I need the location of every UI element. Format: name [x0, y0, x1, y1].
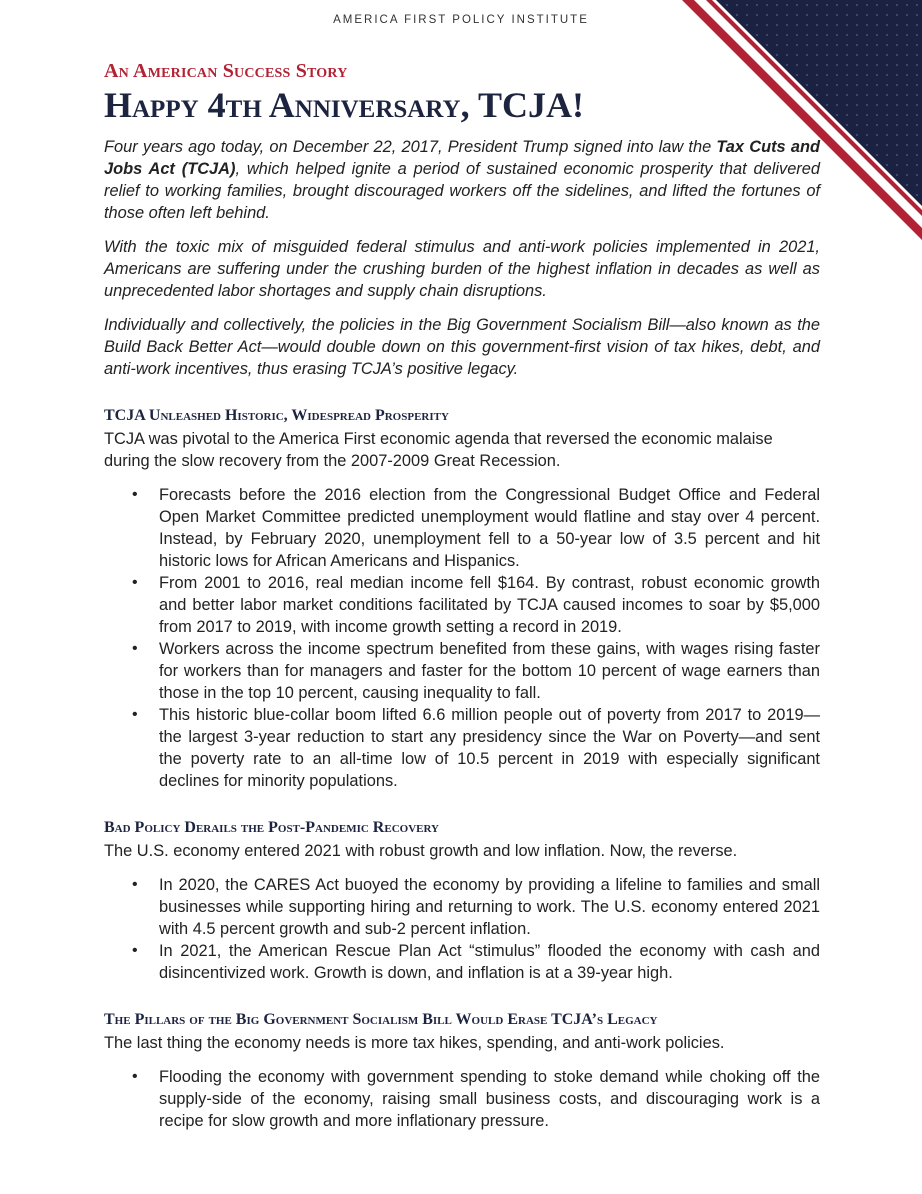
kicker: An American Success Story [104, 60, 348, 82]
list-item [104, 940, 820, 984]
list-item-text: From 2001 to 2016, real median income fell $164. By contrast, robust economic growth and better labor market conditions facilitated by TCJA caused incomes to soar by $5,000 from 2017 to 2019, with income growth setting a record in 2019. [159, 574, 820, 637]
list-item [104, 1066, 820, 1132]
section-lead: TCJA was pivotal to the America First economic agenda that reversed the economic malaise during the slow recovery from the 2007-2009 Great Recession. [104, 430, 773, 471]
intro-text: , which helped ignite a period of sustained economic prosperity that delivered relief to working families, brought discouraged workers off the sidelines, and lifted the fortunes of those often left behind. [104, 160, 820, 223]
bullet-icon: • [132, 876, 138, 894]
list-item [104, 572, 820, 638]
section-lead: The U.S. economy entered 2021 with robust growth and low inflation. Now, the reverse. [104, 842, 738, 861]
section-heading: The Pillars of the Big Government Socialism Bill Would Erase TCJA’s Legacy [104, 1011, 658, 1029]
tcja-link-text: Tax Cuts and Jobs Act (TCJA) [104, 138, 820, 179]
intro-paragraph-1 [104, 136, 820, 224]
intro-paragraph-2: With the toxic mix of misguided federal stimulus and anti-work policies implemented in 2021, Americans are suffering under the crushing burden of the highest inflation in decades as well as unprecedented labor shortages and supply chain disruptions. [104, 238, 820, 301]
list-item [104, 704, 820, 792]
bullet-icon: • [132, 574, 138, 592]
organization-name: AMERICA FIRST POLICY INSTITUTE [333, 14, 589, 26]
list-item [104, 638, 820, 704]
bullet-icon: • [132, 486, 138, 504]
list-item-text: Flooding the economy with government spending to stoke demand while choking off the supply-side of the economy, raising small business costs, and discouraging work is a recipe for slow growth and more inflationary pressure. [159, 1068, 820, 1131]
bullet-icon: • [132, 1068, 138, 1086]
bullet-icon: • [132, 942, 138, 960]
section-heading: TCJA Unleashed Historic, Widespread Prosperity [104, 407, 449, 425]
document-body [104, 60, 820, 1132]
intro-paragraph-3: Individually and collectively, the policies in the Big Government Socialism Bill—also known as the Build Back Better Act—would double down on this government-first vision of tax hikes, debt, and anti-work incentives, thus erasing TCJA’s positive legacy. [104, 316, 820, 379]
list-item-text: This historic blue-collar boom lifted 6.6 million people out of poverty from 2017 to 2019—the largest 3-year reduction to start any presidency since the War on Poverty—and sent the poverty rate to an all-time low of 10.5 percent in 2019 with especially significant declines for minority populations. [159, 706, 820, 791]
bullet-list [104, 874, 820, 984]
list-item [104, 874, 820, 940]
section-heading: Bad Policy Derails the Post-Pandemic Recovery [104, 819, 439, 837]
bullet-icon: • [132, 640, 138, 658]
list-item [104, 484, 820, 572]
bullet-icon: • [132, 706, 138, 724]
intro-text: Four years ago today, on December 22, 2017, President Trump signed into law the [104, 138, 717, 157]
bullet-list [104, 484, 820, 792]
bullet-list [104, 1066, 820, 1132]
list-item-text: In 2021, the American Rescue Plan Act “stimulus” flooded the economy with cash and disincentivized work. Growth is down, and inflation is at a 39-year high. [159, 942, 820, 983]
section-lead: The last thing the economy needs is more tax hikes, spending, and anti-work policies. [104, 1034, 725, 1053]
list-item-text: Forecasts before the 2016 election from the Congressional Budget Office and Federal Open Market Committee predicted unemployment would flatline and stay over 4 percent. Instead, by February 2020, unemployment fell to a 50-year low of 3.5 percent and hit historic lows for African Americans and Hispanics. [159, 486, 820, 571]
list-item-text: In 2020, the CARES Act buoyed the economy by providing a lifeline to families and small businesses while supporting hiring and returning to work. The U.S. economy entered 2021 with 4.5 percent growth and sub-2 percent inflation. [159, 876, 820, 939]
list-item-text: Workers across the income spectrum benefited from these gains, with wages rising faster for workers than for managers and faster for the bottom 10 percent of wage earners than those in the top 10 percent, causing inequality to fall. [159, 640, 820, 703]
page-title: Happy 4th Anniversary, TCJA! [104, 85, 584, 125]
